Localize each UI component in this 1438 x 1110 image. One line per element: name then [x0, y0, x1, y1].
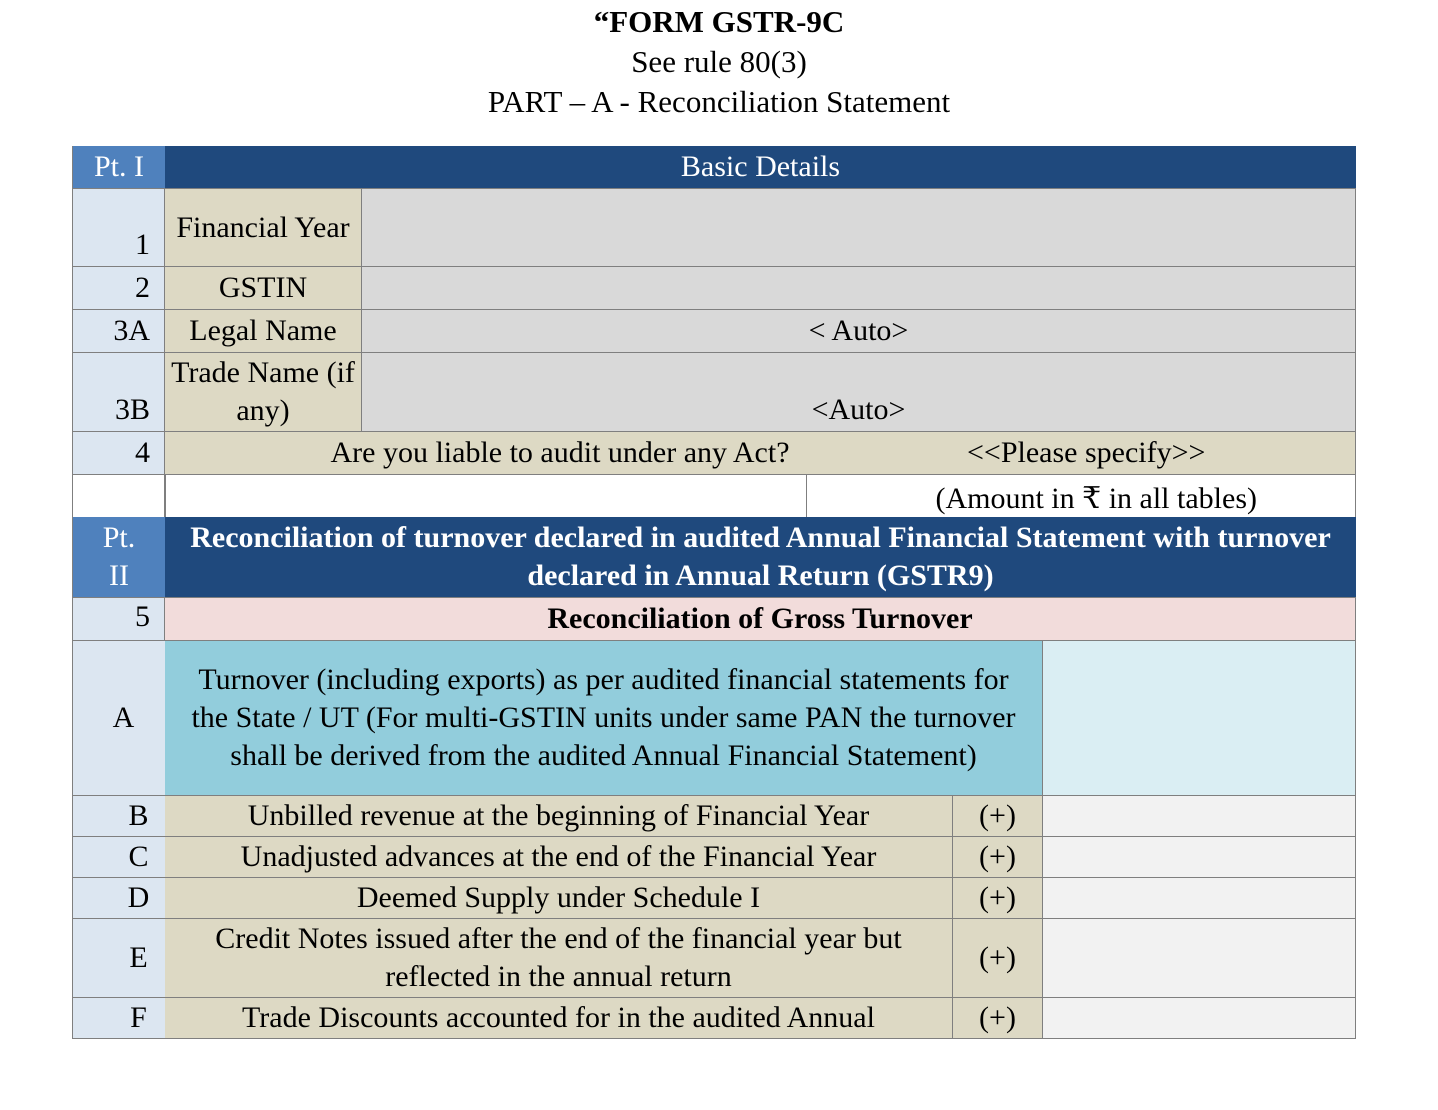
rule-reference: See rule 80(3): [631, 44, 807, 79]
item-amount-field[interactable]: [1043, 796, 1356, 836]
row-trade-name: [72, 353, 1356, 432]
part-title: PART – A - Reconciliation Statement: [487, 84, 951, 119]
row-d: [72, 878, 1356, 919]
section-number: 5: [72, 598, 165, 640]
legal-name-field[interactable]: < Auto>: [362, 310, 1356, 352]
row-letter: F: [130, 1001, 147, 1034]
part1-header: [72, 146, 1356, 189]
empty-cell: [165, 475, 807, 517]
empty-cell: [72, 475, 165, 517]
row-e: [72, 919, 1356, 998]
form-title: “FORM GSTR-9C: [593, 4, 845, 39]
section5-header: [72, 598, 1356, 641]
row-letter: D: [127, 881, 150, 914]
audit-answer-field[interactable]: <<Please specify>>: [955, 432, 1356, 474]
financial-year-label: Financial Year: [165, 189, 362, 266]
item-amount-field[interactable]: [1043, 919, 1356, 997]
item-sign: (+): [953, 837, 1043, 877]
row-number: 2: [72, 267, 165, 309]
item-sign: (+): [953, 919, 1043, 997]
item-description: Unadjusted advances at the end of the Financial Year: [165, 837, 953, 877]
item-amount-field[interactable]: [1043, 837, 1356, 877]
turnover-amount-field[interactable]: [1043, 641, 1356, 795]
item-description: Trade Discounts accounted for in the audited Annual: [165, 998, 953, 1038]
turnover-items: [72, 641, 1356, 1039]
item-sign: (+): [953, 796, 1043, 836]
row-a: [72, 641, 1356, 796]
item-description: Deemed Supply under Schedule I: [165, 878, 953, 918]
row-number: 3A: [72, 310, 165, 352]
row-amount-note: [72, 475, 1356, 517]
row-letter: A: [112, 701, 135, 734]
part2-title: Reconciliation of turnover declared in audited Annual Financial Statement with turnover declared in Annual Return (GSTR9): [190, 521, 1331, 592]
financial-year-field[interactable]: [362, 189, 1356, 266]
item-description: Unbilled revenue at the beginning of Financial Year: [165, 796, 953, 836]
section5-title: Reconciliation of Gross Turnover: [165, 598, 1356, 640]
item-sign: (+): [953, 998, 1043, 1038]
audit-question: Are you liable to audit under any Act?: [165, 432, 955, 474]
part2-header: [72, 517, 1356, 598]
part1-title: Basic Details: [680, 150, 841, 183]
row-c: [72, 837, 1356, 878]
item-description: Credit Notes issued after the end of the financial year but reflected in the annual return: [165, 919, 953, 997]
item-sign: (+): [953, 878, 1043, 918]
part2-label: Pt. II: [72, 517, 165, 597]
row-letter: B: [128, 799, 149, 832]
row-number: 4: [72, 432, 165, 474]
row-legal-name: [72, 310, 1356, 353]
gstr9c-form: [72, 146, 1356, 1039]
part1-label: Pt. I: [72, 146, 165, 188]
row-gstin: [72, 267, 1356, 310]
row-f: [72, 998, 1356, 1039]
row-number: 3B: [72, 353, 165, 431]
item-amount-field[interactable]: [1043, 998, 1356, 1038]
row-letter: C: [128, 840, 149, 873]
row-b: [72, 796, 1356, 837]
trade-name-field[interactable]: <Auto>: [362, 353, 1356, 431]
row-letter: E: [129, 941, 148, 974]
gstin-label: GSTIN: [165, 267, 362, 309]
gstin-field[interactable]: [362, 267, 1356, 309]
amount-note: (Amount in ₹ in all tables): [807, 475, 1356, 517]
row-financial-year: [72, 189, 1356, 267]
turnover-description: Turnover (including exports) as per audited financial statements for the State / UT (For multi-GSTIN units under same PAN the turnover shall be derived from the audited Annual Financial Statement): [165, 641, 1043, 795]
row-number: 1: [72, 189, 165, 266]
legal-name-label: Legal Name: [165, 310, 362, 352]
item-amount-field[interactable]: [1043, 878, 1356, 918]
row-audit-question: [72, 432, 1356, 475]
trade-name-label: Trade Name (if any): [165, 353, 362, 431]
